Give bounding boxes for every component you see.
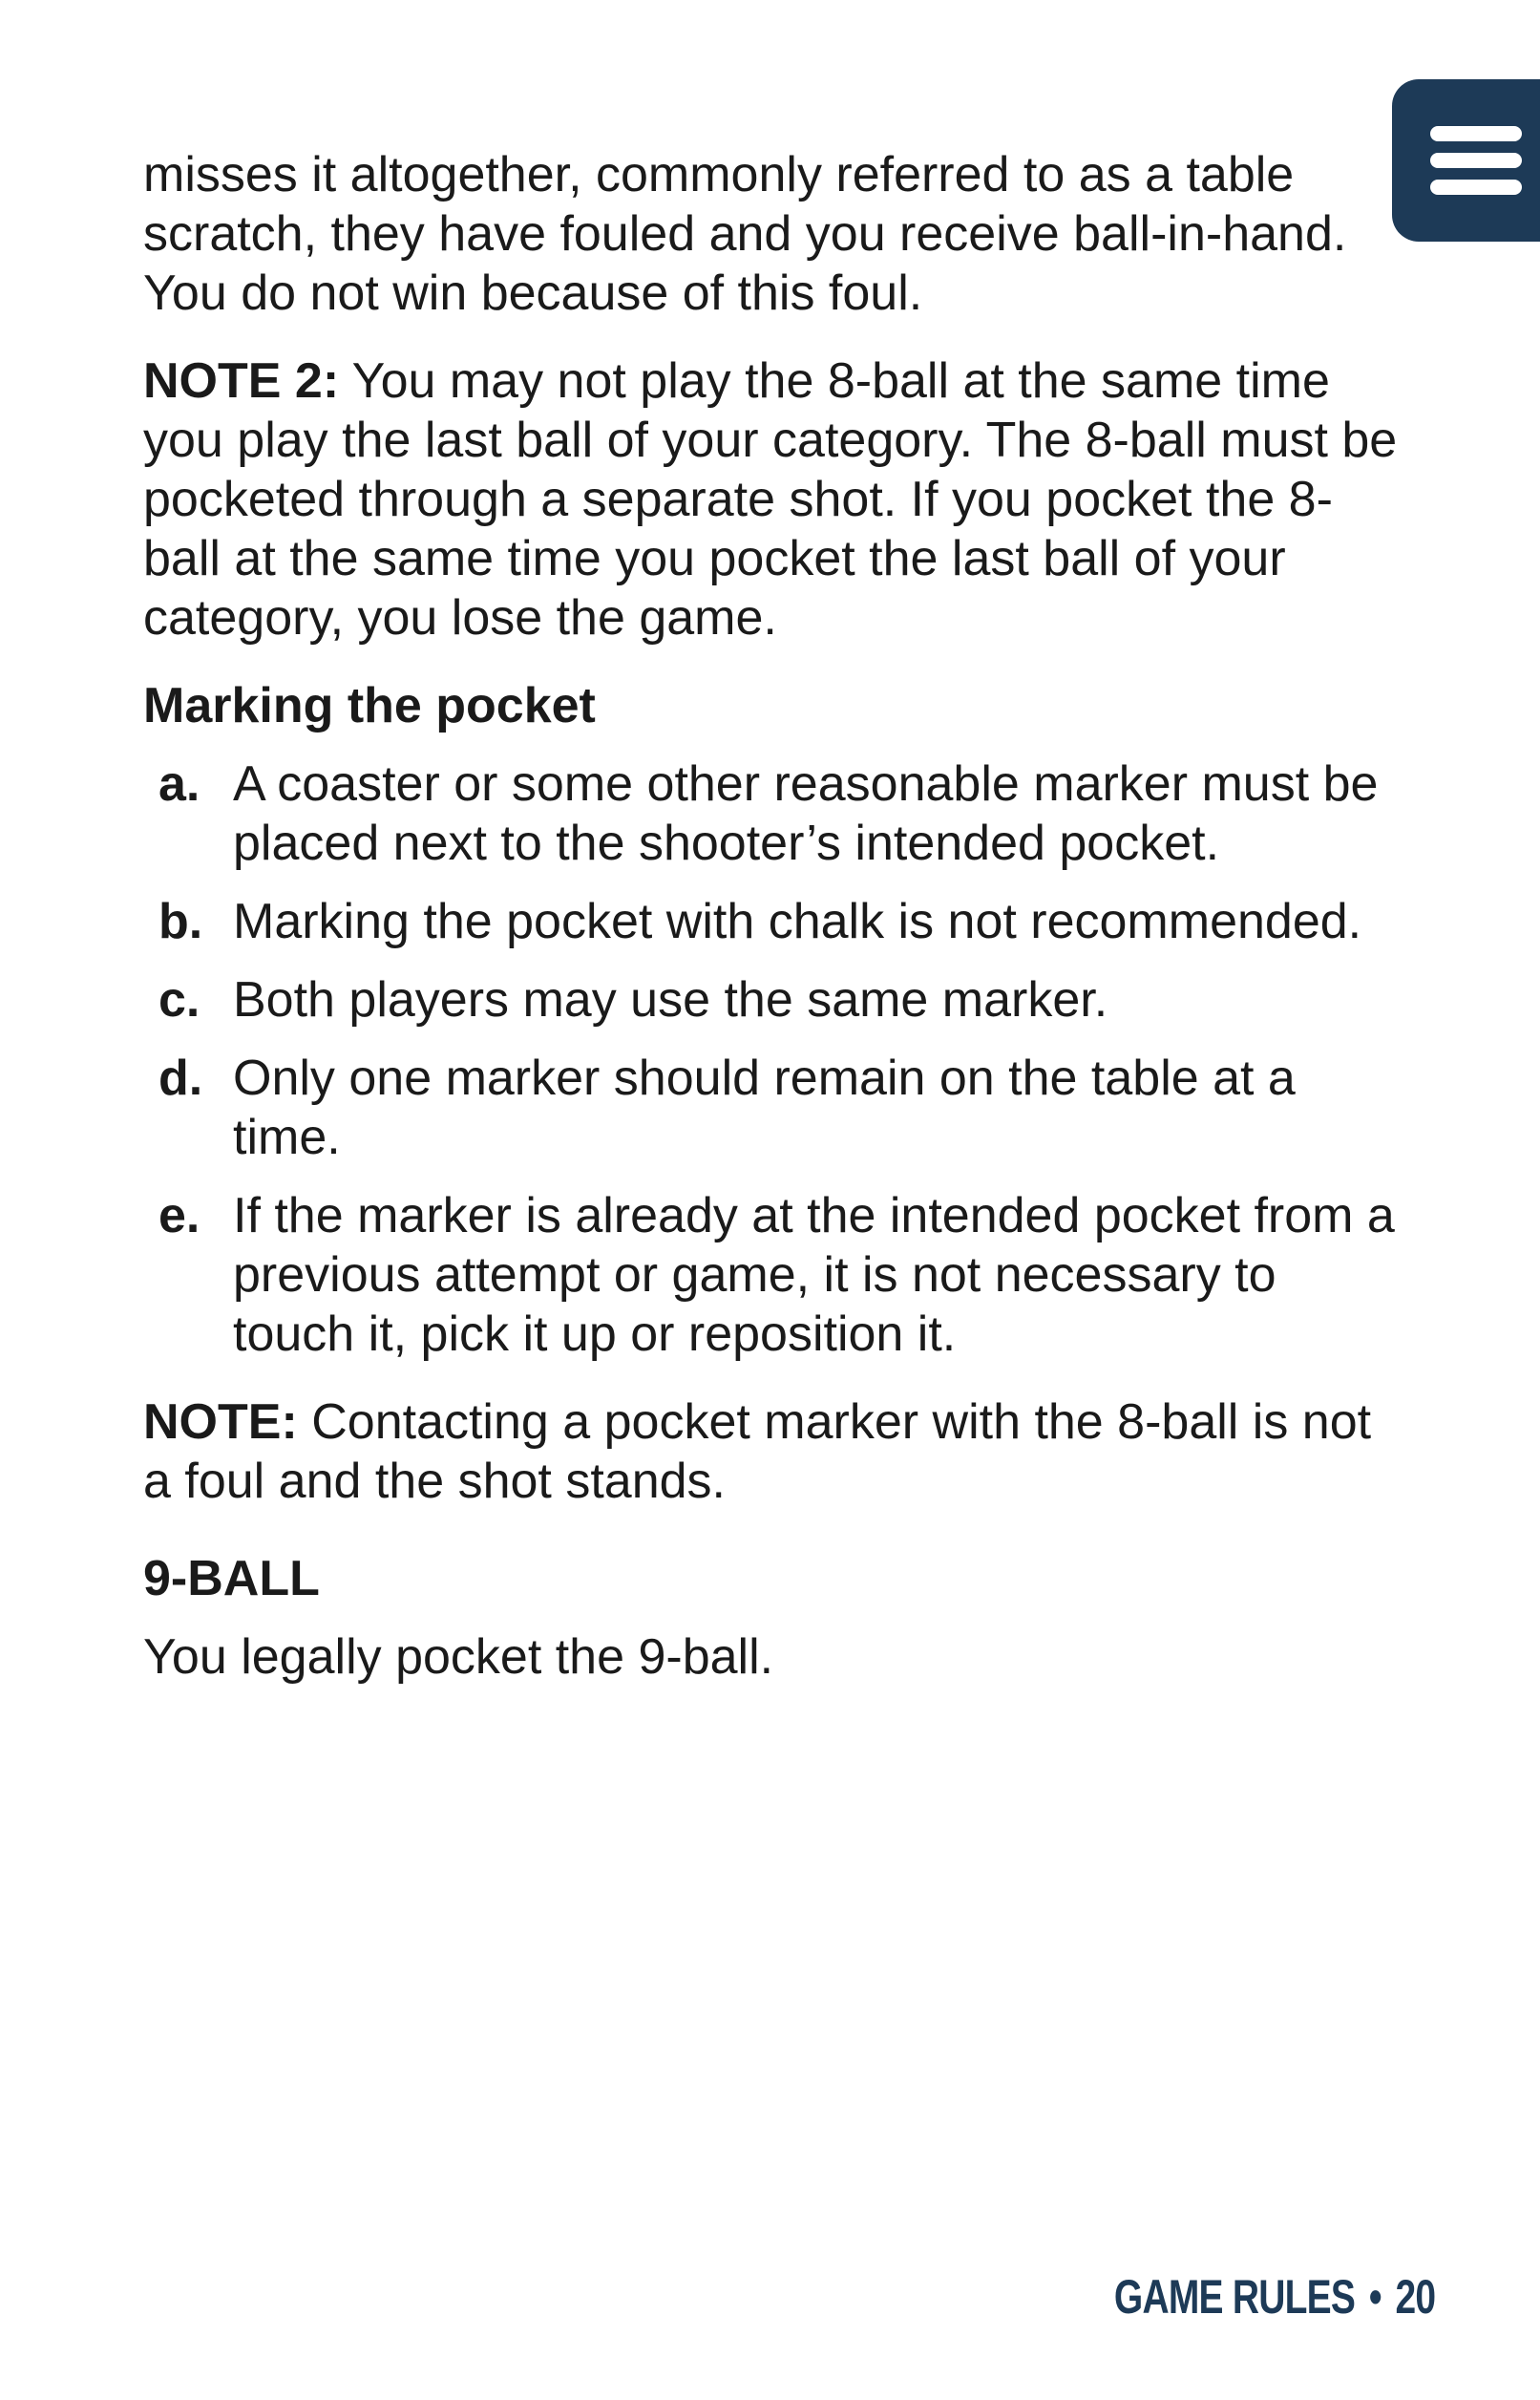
list-item-letter: d. [158,1051,203,1106]
footer-separator: • [1368,2270,1382,2324]
page-number: 20 [1395,2270,1435,2324]
marking-pocket-heading: Marking the pocket [143,678,596,733]
note-2-label: NOTE 2: [143,353,340,409]
menu-button[interactable] [1392,79,1540,242]
list-item-text: If the marker is already at the intended pocket from a previous attempt or game, it is not necessary to touch it, pick it up or reposition it. [233,1188,1395,1362]
marking-pocket-list [143,754,1403,1364]
list-item-text: Both players may use the same marker. [233,972,1108,1028]
hamburger-menu-icon-bar [1430,153,1522,168]
list-item-letter: b. [158,894,203,949]
list-item-text: Marking the pocket with chalk is not recommended. [233,894,1362,949]
list-item [143,892,1403,951]
list-item [143,970,1403,1030]
footer-section-title: GAME RULES [1113,2270,1355,2324]
note-text: Contacting a pocket marker with the 8-ball is not a foul and the shot stands. [143,1394,1372,1509]
note-2-paragraph [143,351,1403,648]
list-item [143,1186,1403,1364]
note-paragraph [143,1392,1403,1511]
nine-ball-heading: 9-BALL [143,1551,320,1606]
list-item [143,754,1403,873]
list-item-letter: c. [158,972,200,1028]
hamburger-menu-icon [1430,126,1522,141]
list-item-text: A coaster or some other reasonable marker must be placed next to the shooter’s intended pocket. [233,756,1379,871]
page-content [143,145,1403,1715]
hamburger-menu-icon-bar [1430,180,1522,195]
list-item [143,1049,1403,1167]
nine-ball-paragraph: You legally pocket the 9-ball. [143,1629,774,1685]
note-label: NOTE: [143,1394,298,1450]
intro-paragraph: misses it altogether, commonly referred to as a table scratch, they have fouled and you receive ball-in-hand. You do not win because of this foul. [143,147,1347,321]
page-footer [1114,2268,1435,2326]
note-2-text: You may not play the 8-ball at the same time you play the last ball of your category. The 8-ball must be pocketed through a separate shot. If you pocket the 8-ball at the same time you pocket the last ball of your category, you lose the game. [143,353,1398,646]
list-item-text: Only one marker should remain on the table at a time. [233,1051,1296,1165]
list-item-letter: e. [158,1188,200,1243]
list-item-letter: a. [158,756,200,812]
